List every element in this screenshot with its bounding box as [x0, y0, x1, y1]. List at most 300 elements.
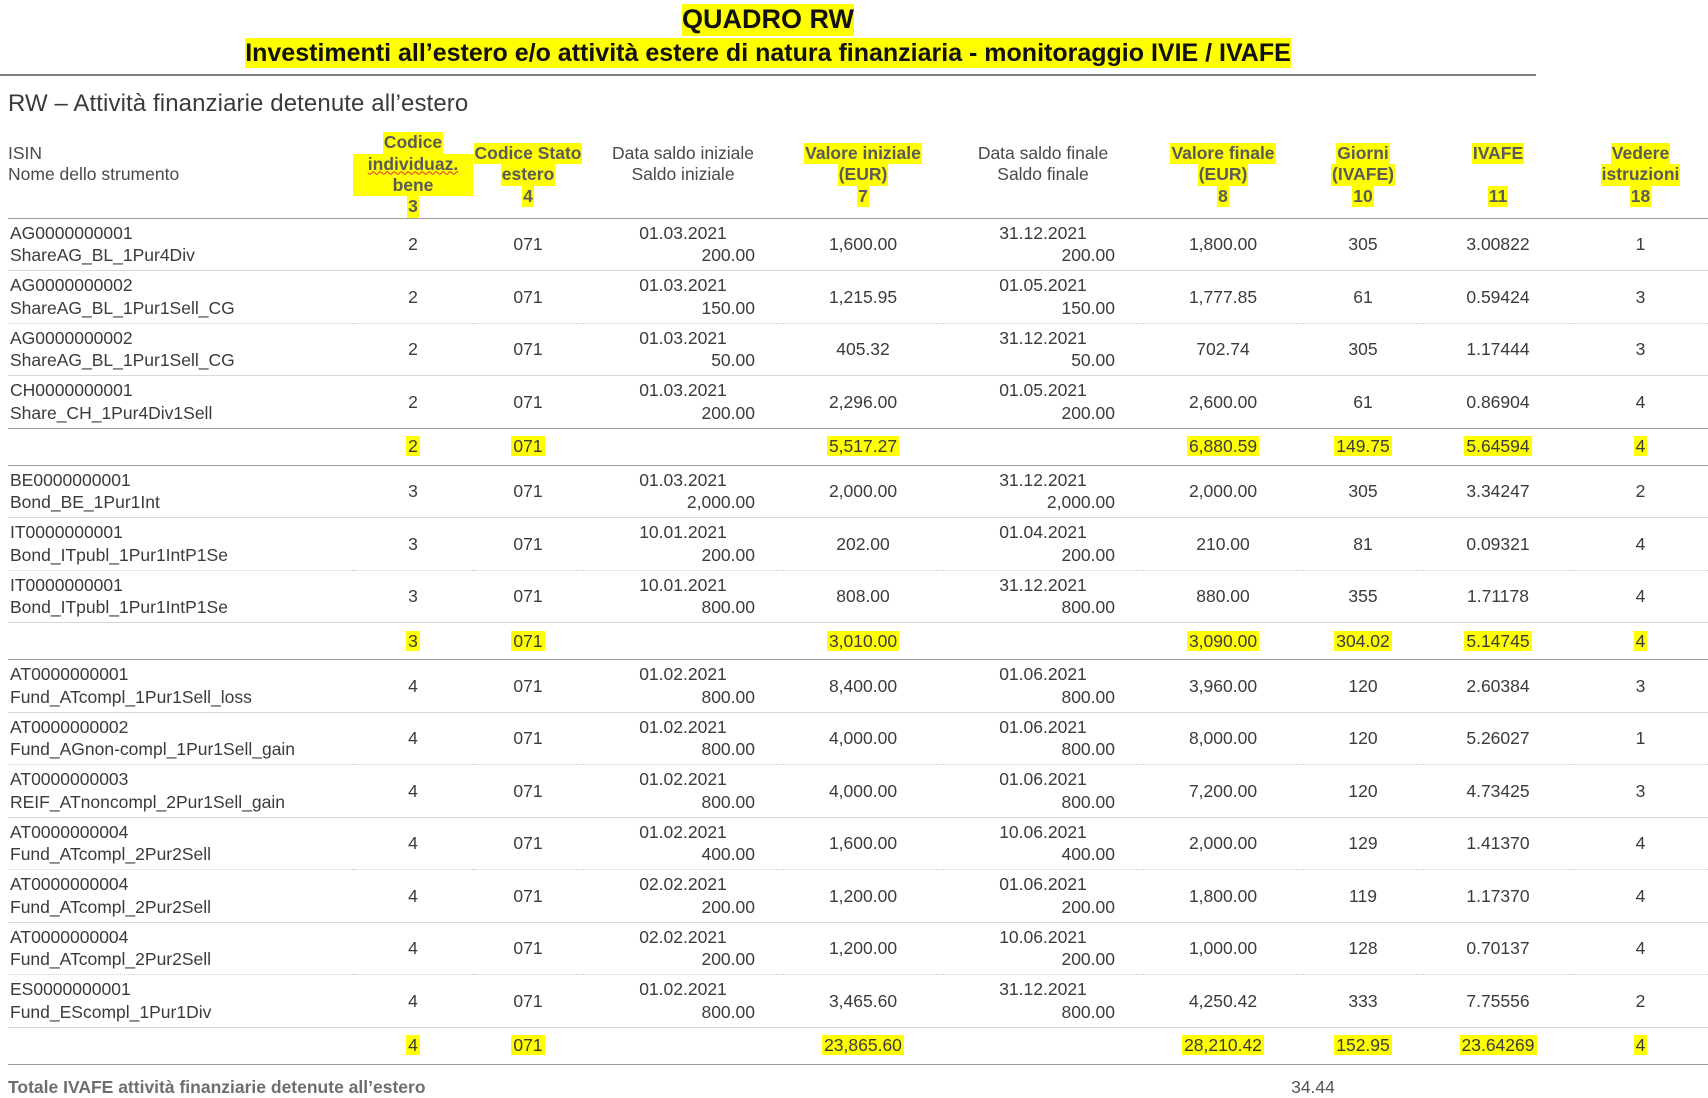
cell-data-finale: 31.12.2021: [999, 574, 1087, 595]
subtotal-giorni-value: 152.95: [1336, 1035, 1390, 1056]
col-header-datai-line2: Saldo iniziale: [631, 164, 735, 185]
cell-giorni: 305: [1303, 465, 1423, 518]
subtotal-giorni-value: 149.75: [1336, 436, 1390, 457]
col-header-datai-line1: Data saldo iniziale: [611, 143, 755, 164]
cell-instrument-name: Fund_EScompl_1Pur1Div: [10, 1001, 212, 1022]
cell-data-iniziale: 01.03.2021: [639, 327, 727, 348]
cell-codice-stato: 071: [473, 660, 583, 713]
subtotal-blank: [8, 428, 353, 465]
cell-codice-stato: 071: [473, 518, 583, 571]
cell-instrument-name: Fund_ATcompl_2Pur2Sell: [10, 844, 212, 865]
cell-data-saldo-finale: [943, 323, 1143, 376]
cell-data-saldo-iniziale: [583, 975, 783, 1028]
cell-data-finale: 01.06.2021: [999, 874, 1087, 895]
cell-saldo-iniziale: 800.00: [701, 597, 755, 618]
cell-saldo-finale: 800.00: [1061, 739, 1115, 760]
spellcheck-word: individuaz.: [367, 153, 459, 174]
col-header-ivafe-line3: 11: [1488, 185, 1508, 206]
table-row: [8, 323, 1708, 376]
cell-saldo-iniziale: 200.00: [701, 544, 755, 565]
cell-isin: AT0000000001: [10, 664, 129, 685]
subtotal-codice-stato-value: 071: [513, 436, 543, 457]
cell-codice-individuazione: 2: [353, 323, 473, 376]
cell-saldo-iniziale: 50.00: [711, 350, 755, 371]
cell-isin: CH0000000001: [10, 380, 133, 401]
total-ivafe-value: 34.44: [1291, 1076, 1335, 1097]
cell-giorni: 119: [1303, 870, 1423, 923]
col-header-vali-line1: Valore iniziale: [805, 143, 921, 164]
cell-saldo-finale: 800.00: [1061, 791, 1115, 812]
cell-codice-stato: 071: [473, 218, 583, 271]
cell-data-saldo-iniziale: [583, 376, 783, 429]
subtotal-valore-finale-value: 3,090.00: [1188, 630, 1258, 651]
cell-vedere-istruzioni: 1: [1573, 218, 1708, 271]
cell-data-finale: 31.12.2021: [999, 469, 1087, 490]
cell-isin: ES0000000001: [10, 979, 131, 1000]
cell-ivafe: 0.86904: [1423, 376, 1573, 429]
section-heading: RW – Attività finanziarie detenute all’estero: [8, 90, 469, 118]
cell-vedere-istruzioni: 4: [1573, 570, 1708, 623]
col-header-isin-line2: Nome dello strumento: [8, 164, 180, 185]
subtotal-valore-finale-value: 6,880.59: [1188, 436, 1258, 457]
cell-isin-name: [8, 465, 353, 518]
subtotal-codice-stato: [473, 428, 583, 465]
cell-data-finale: 01.05.2021: [999, 380, 1087, 401]
cell-isin-name: [8, 271, 353, 324]
cell-data-iniziale: 10.01.2021: [639, 574, 727, 595]
cell-isin-name: [8, 660, 353, 713]
cell-ivafe: 2.60384: [1423, 660, 1573, 713]
cell-data-iniziale: 01.02.2021: [639, 979, 727, 1000]
cell-isin: IT0000000001: [10, 574, 123, 595]
cell-data-saldo-finale: [943, 817, 1143, 870]
subtotal-codice-individuazione-value: 3: [408, 630, 418, 651]
cell-valore-finale: 3,960.00: [1143, 660, 1303, 713]
subtotal-ivafe: [1423, 623, 1573, 660]
cell-data-finale: 31.12.2021: [999, 327, 1087, 348]
cell-isin-name: [8, 922, 353, 975]
subtotal-giorni: [1303, 428, 1423, 465]
cell-vedere-istruzioni: 3: [1573, 323, 1708, 376]
subtotal-codice-stato-value: 071: [513, 630, 543, 651]
cell-vedere-istruzioni: 3: [1573, 271, 1708, 324]
header-row: [8, 132, 1708, 218]
cell-codice-stato: 071: [473, 376, 583, 429]
cell-valore-finale: 1,000.00: [1143, 922, 1303, 975]
title-main-wrap: [0, 4, 1536, 36]
subtotal-codice-stato: [473, 623, 583, 660]
page-subtitle: Investimenti all’estero e/o attività estere di natura finanziaria - monitoraggio IVIE / IVAFE: [245, 38, 1291, 67]
subtotal-row: [8, 428, 1708, 465]
cell-data-finale: 31.12.2021: [999, 222, 1087, 243]
subtotal-data-finale: [943, 623, 1143, 660]
cell-giorni: 81: [1303, 518, 1423, 571]
cell-isin-name: [8, 570, 353, 623]
col-header-giorni: [1303, 132, 1423, 218]
cell-data-saldo-finale: [943, 660, 1143, 713]
cell-ivafe: 3.34247: [1423, 465, 1573, 518]
cell-instrument-name: REIF_ATnoncompl_2Pur1Sell_gain: [10, 791, 285, 812]
col-header-valore-finale: [1143, 132, 1303, 218]
subtotal-valore-iniziale-value: 23,865.60: [824, 1035, 902, 1056]
cell-isin: AG0000000002: [10, 275, 133, 296]
cell-saldo-iniziale: 150.00: [701, 297, 755, 318]
cell-data-saldo-finale: [943, 765, 1143, 818]
cell-valore-iniziale: 1,600.00: [783, 817, 943, 870]
cell-codice-individuazione: 4: [353, 975, 473, 1028]
subtotal-data-iniziale: [583, 1027, 783, 1064]
cell-valore-finale: 2,000.00: [1143, 817, 1303, 870]
cell-instrument-name: ShareAG_BL_1Pur1Sell_CG: [10, 297, 235, 318]
subtotal-row: [8, 623, 1708, 660]
col-header-ivafe-line2: [1423, 164, 1573, 185]
cell-saldo-finale: 50.00: [1071, 350, 1115, 371]
cell-codice-individuazione: 2: [353, 218, 473, 271]
cell-saldo-finale: 2,000.00: [1046, 492, 1115, 513]
cell-data-saldo-iniziale: [583, 271, 783, 324]
cell-isin-name: [8, 376, 353, 429]
table-row: [8, 817, 1708, 870]
cell-valore-iniziale: 4,000.00: [783, 765, 943, 818]
subtotal-valore-iniziale-value: 5,517.27: [828, 436, 898, 457]
cell-data-saldo-iniziale: [583, 660, 783, 713]
cell-vedere-istruzioni: 4: [1573, 376, 1708, 429]
table-row: [8, 922, 1708, 975]
cell-isin: AG0000000001: [10, 222, 133, 243]
cell-data-iniziale: 01.02.2021: [639, 769, 727, 790]
cell-giorni: 120: [1303, 712, 1423, 765]
cell-codice-stato: 071: [473, 570, 583, 623]
subtotal-row: [8, 1027, 1708, 1064]
cell-data-iniziale: 01.02.2021: [639, 821, 727, 842]
cell-data-iniziale: 02.02.2021: [639, 874, 727, 895]
cell-saldo-finale: 400.00: [1061, 844, 1115, 865]
cell-giorni: 120: [1303, 765, 1423, 818]
subtotal-data-iniziale: [583, 428, 783, 465]
cell-vedere-istruzioni: 2: [1573, 975, 1708, 1028]
cell-codice-individuazione: 3: [353, 465, 473, 518]
cell-isin: AT0000000004: [10, 821, 129, 842]
cell-valore-iniziale: 202.00: [783, 518, 943, 571]
cell-vedere-istruzioni: 1: [1573, 712, 1708, 765]
col-header-valf-line2: (EUR): [1198, 164, 1248, 185]
subtotal-ivafe: [1423, 1027, 1573, 1064]
cell-giorni: 129: [1303, 817, 1423, 870]
cell-ivafe: 0.59424: [1423, 271, 1573, 324]
cell-data-saldo-iniziale: [583, 817, 783, 870]
subtotal-codice-individuazione: [353, 1027, 473, 1064]
cell-isin-name: [8, 870, 353, 923]
cell-instrument-name: Bond_ITpubl_1Pur1IntP1Se: [10, 597, 228, 618]
table-row: [8, 218, 1708, 271]
cell-instrument-name: Fund_ATcompl_2Pur2Sell: [10, 896, 212, 917]
subtotal-valore-finale: [1143, 1027, 1303, 1064]
cell-saldo-iniziale: 200.00: [701, 245, 755, 266]
subtotal-blank: [8, 1027, 353, 1064]
cell-ivafe: 5.26027: [1423, 712, 1573, 765]
subtotal-codice-individuazione-value: 4: [408, 1035, 418, 1056]
subtotal-vedere-istruzioni-value: 4: [1635, 630, 1646, 651]
cell-codice-individuazione: 4: [353, 817, 473, 870]
subtotal-vedere-istruzioni: [1573, 623, 1708, 660]
page-title: QUADRO RW: [682, 4, 854, 34]
col-header-vali-line2: (EUR): [838, 164, 888, 185]
cell-instrument-name: Fund_AGnon-compl_1Pur1Sell_gain: [10, 739, 296, 760]
subtotal-valore-finale: [1143, 623, 1303, 660]
cell-valore-finale: 7,200.00: [1143, 765, 1303, 818]
cell-data-finale: 10.06.2021: [999, 821, 1087, 842]
cell-isin: AT0000000004: [10, 926, 129, 947]
table-header: [8, 132, 1708, 218]
cell-codice-stato: 071: [473, 323, 583, 376]
total-ivafe-row: [8, 1077, 1528, 1098]
cell-codice-individuazione: 2: [353, 271, 473, 324]
subtotal-ivafe-value: 23.64269: [1461, 1035, 1535, 1056]
cell-ivafe: 0.09321: [1423, 518, 1573, 571]
cell-valore-iniziale: 1,200.00: [783, 922, 943, 975]
cell-valore-finale: 1,800.00: [1143, 870, 1303, 923]
cell-data-saldo-iniziale: [583, 218, 783, 271]
cell-valore-finale: 210.00: [1143, 518, 1303, 571]
subtotal-codice-individuazione-value: 2: [408, 436, 418, 457]
cell-codice-stato: 071: [473, 271, 583, 324]
cell-isin-name: [8, 765, 353, 818]
cell-instrument-name: Bond_BE_1Pur1Int: [10, 492, 160, 513]
subtotal-ivafe-value: 5.14745: [1466, 630, 1530, 651]
cell-valore-iniziale: 405.32: [783, 323, 943, 376]
subtotal-giorni-value: 304.02: [1336, 630, 1390, 651]
subtotal-valore-finale: [1143, 428, 1303, 465]
col-header-giorni-line3: 10: [1353, 185, 1373, 206]
cell-giorni: 355: [1303, 570, 1423, 623]
col-header-isin-line3: [8, 186, 353, 207]
cell-ivafe: 1.71178: [1423, 570, 1573, 623]
cell-codice-stato: 071: [473, 765, 583, 818]
cell-data-saldo-iniziale: [583, 922, 783, 975]
cell-data-saldo-finale: [943, 271, 1143, 324]
cell-isin: AT0000000004: [10, 874, 129, 895]
subtotal-data-finale: [943, 428, 1143, 465]
cell-isin: IT0000000001: [10, 522, 123, 543]
col-header-datai-line3: [583, 186, 783, 207]
cell-saldo-finale: 200.00: [1061, 544, 1115, 565]
cell-saldo-iniziale: 800.00: [701, 791, 755, 812]
col-header-isin-line1: ISIN: [8, 143, 43, 164]
cell-instrument-name: Bond_ITpubl_1Pur1IntP1Se: [10, 544, 228, 565]
cell-data-finale: 01.04.2021: [999, 522, 1087, 543]
cell-data-saldo-finale: [943, 376, 1143, 429]
cell-giorni: 305: [1303, 323, 1423, 376]
cell-codice-stato: 071: [473, 922, 583, 975]
cell-valore-finale: 4,250.42: [1143, 975, 1303, 1028]
cell-vedere-istruzioni: 4: [1573, 817, 1708, 870]
cell-data-saldo-finale: [943, 518, 1143, 571]
col-header-vedere-line3: 18: [1630, 185, 1651, 206]
cell-isin: AT0000000002: [10, 716, 129, 737]
cell-instrument-name: Fund_ATcompl_1Pur1Sell_loss: [10, 686, 252, 707]
cell-codice-individuazione: 3: [353, 570, 473, 623]
cell-data-saldo-finale: [943, 922, 1143, 975]
cell-ivafe: 3.00822: [1423, 218, 1573, 271]
cell-saldo-finale: 800.00: [1061, 686, 1115, 707]
cell-giorni: 61: [1303, 376, 1423, 429]
cell-giorni: 120: [1303, 660, 1423, 713]
cell-valore-iniziale: 2,296.00: [783, 376, 943, 429]
col-header-vedere-istruzioni: [1573, 132, 1708, 218]
cell-data-saldo-finale: [943, 712, 1143, 765]
cell-valore-finale: 2,600.00: [1143, 376, 1303, 429]
cell-data-saldo-iniziale: [583, 765, 783, 818]
cell-valore-iniziale: 8,400.00: [783, 660, 943, 713]
cell-isin-name: [8, 712, 353, 765]
cell-data-iniziale: 10.01.2021: [639, 522, 727, 543]
cell-valore-iniziale: 1,215.95: [783, 271, 943, 324]
cell-data-saldo-iniziale: [583, 323, 783, 376]
col-header-codice-line1: Codice: [383, 132, 443, 153]
subtotal-valore-iniziale: [783, 428, 943, 465]
cell-saldo-finale: 200.00: [1061, 896, 1115, 917]
cell-instrument-name: ShareAG_BL_1Pur4Div: [10, 245, 195, 266]
cell-codice-individuazione: 3: [353, 518, 473, 571]
cell-codice-stato: 071: [473, 465, 583, 518]
col-header-vedere-line1: Vedere: [1611, 143, 1670, 164]
col-header-vali-line3: 7: [858, 185, 868, 206]
subtotal-ivafe-value: 5.64594: [1466, 436, 1530, 457]
cell-data-saldo-finale: [943, 218, 1143, 271]
subtotal-vedere-istruzioni: [1573, 1027, 1708, 1064]
cell-isin-name: [8, 218, 353, 271]
cell-valore-iniziale: 3,465.60: [783, 975, 943, 1028]
col-header-codice-line3: 3: [408, 196, 418, 217]
subtotal-vedere-istruzioni-value: 4: [1635, 436, 1646, 457]
cell-valore-finale: 8,000.00: [1143, 712, 1303, 765]
subtotal-data-finale: [943, 1027, 1143, 1064]
col-header-stato-line3: 4: [523, 185, 533, 206]
col-header-stato-line1: Codice Stato: [474, 143, 582, 164]
document-title-block: [0, 0, 1536, 68]
cell-instrument-name: Fund_ATcompl_2Pur2Sell: [10, 949, 212, 970]
cell-vedere-istruzioni: 3: [1573, 660, 1708, 713]
title-divider: [0, 74, 1536, 76]
col-header-vedere-line2: istruzioni: [1601, 164, 1680, 185]
cell-valore-iniziale: 4,000.00: [783, 712, 943, 765]
table-row: [8, 376, 1708, 429]
subtotal-codice-individuazione: [353, 623, 473, 660]
cell-saldo-finale: 200.00: [1061, 245, 1115, 266]
cell-saldo-iniziale: 200.00: [701, 402, 755, 423]
cell-saldo-finale: 800.00: [1061, 597, 1115, 618]
cell-valore-iniziale: 1,600.00: [783, 218, 943, 271]
cell-vedere-istruzioni: 3: [1573, 765, 1708, 818]
cell-isin-name: [8, 323, 353, 376]
cell-vedere-istruzioni: 4: [1573, 518, 1708, 571]
cell-data-iniziale: 01.03.2021: [639, 222, 727, 243]
cell-saldo-finale: 800.00: [1061, 1001, 1115, 1022]
subtotal-data-iniziale: [583, 623, 783, 660]
cell-vedere-istruzioni: 4: [1573, 922, 1708, 975]
cell-giorni: 128: [1303, 922, 1423, 975]
cell-saldo-iniziale: 800.00: [701, 739, 755, 760]
cell-vedere-istruzioni: 2: [1573, 465, 1708, 518]
cell-valore-finale: 1,777.85: [1143, 271, 1303, 324]
cell-saldo-iniziale: 800.00: [701, 686, 755, 707]
cell-codice-individuazione: 2: [353, 376, 473, 429]
cell-instrument-name: ShareAG_BL_1Pur1Sell_CG: [10, 350, 235, 371]
cell-data-saldo-iniziale: [583, 870, 783, 923]
cell-giorni: 61: [1303, 271, 1423, 324]
cell-data-finale: 31.12.2021: [999, 979, 1087, 1000]
cell-valore-iniziale: 2,000.00: [783, 465, 943, 518]
cell-giorni: 305: [1303, 218, 1423, 271]
cell-isin: AG0000000002: [10, 327, 133, 348]
cell-data-finale: 01.06.2021: [999, 716, 1087, 737]
table-row: [8, 570, 1708, 623]
subtotal-codice-stato-value: 071: [513, 1035, 543, 1056]
cell-data-iniziale: 01.02.2021: [639, 716, 727, 737]
cell-data-finale: 01.06.2021: [999, 769, 1087, 790]
cell-instrument-name: Share_CH_1Pur4Div1Sell: [10, 402, 213, 423]
subtotal-blank: [8, 623, 353, 660]
cell-saldo-iniziale: 2,000.00: [686, 492, 755, 513]
cell-vedere-istruzioni: 4: [1573, 870, 1708, 923]
table-row: [8, 465, 1708, 518]
cell-ivafe: 0.70137: [1423, 922, 1573, 975]
cell-codice-individuazione: 4: [353, 922, 473, 975]
table-row: [8, 870, 1708, 923]
cell-codice-stato: 071: [473, 870, 583, 923]
col-header-dataf-line2: Saldo finale: [997, 164, 1089, 185]
cell-data-saldo-iniziale: [583, 712, 783, 765]
table-body: [8, 218, 1708, 1064]
subtotal-valore-iniziale: [783, 623, 943, 660]
cell-isin-name: [8, 518, 353, 571]
cell-codice-individuazione: 4: [353, 712, 473, 765]
cell-data-saldo-finale: [943, 975, 1143, 1028]
col-header-valf-line3: 8: [1218, 185, 1228, 206]
col-header-codice-stato-estero: [473, 132, 583, 218]
cell-valore-finale: 2,000.00: [1143, 465, 1303, 518]
title-sub-wrap: [0, 38, 1536, 69]
cell-isin-name: [8, 817, 353, 870]
subtotal-codice-stato: [473, 1027, 583, 1064]
col-header-valf-line1: Valore finale: [1171, 143, 1275, 164]
cell-valore-finale: 1,800.00: [1143, 218, 1303, 271]
cell-valore-iniziale: 1,200.00: [783, 870, 943, 923]
cell-data-iniziale: 02.02.2021: [639, 926, 727, 947]
cell-data-saldo-iniziale: [583, 570, 783, 623]
col-header-data-saldo-iniziale: [583, 132, 783, 218]
cell-data-iniziale: 01.02.2021: [639, 664, 727, 685]
cell-data-finale: 10.06.2021: [999, 926, 1087, 947]
table-row: [8, 975, 1708, 1028]
cell-data-iniziale: 01.03.2021: [639, 380, 727, 401]
col-header-codice-individuazione: [353, 132, 473, 218]
cell-saldo-iniziale: 400.00: [701, 844, 755, 865]
subtotal-valore-finale-value: 28,210.42: [1184, 1035, 1262, 1056]
subtotal-ivafe: [1423, 428, 1573, 465]
col-header-ivafe: [1423, 132, 1573, 218]
cell-saldo-iniziale: 200.00: [701, 949, 755, 970]
table-row: [8, 765, 1708, 818]
cell-data-finale: 01.05.2021: [999, 275, 1087, 296]
col-header-giorni-line2: (IVAFE): [1332, 164, 1394, 185]
cell-ivafe: 7.75556: [1423, 975, 1573, 1028]
col-header-ivafe-line1: IVAFE: [1472, 143, 1524, 164]
subtotal-giorni: [1303, 1027, 1423, 1064]
subtotal-vedere-istruzioni-value: 4: [1635, 1035, 1646, 1056]
col-header-dataf-line3: [943, 186, 1143, 207]
cell-saldo-finale: 200.00: [1061, 949, 1115, 970]
